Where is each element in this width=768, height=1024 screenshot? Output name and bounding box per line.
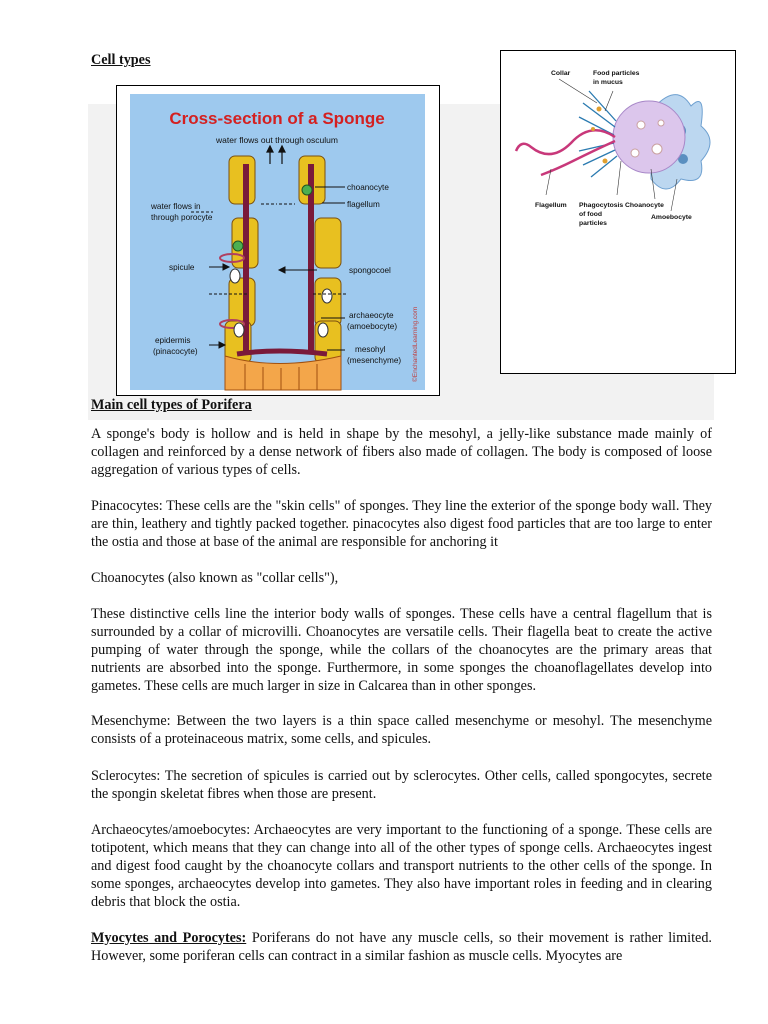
label-collar: Collar bbox=[551, 70, 571, 77]
label-phagocytosis: Phagocytosis bbox=[579, 202, 624, 209]
sponge-cross-section-figure bbox=[116, 85, 440, 396]
heading-main-cell-types: Main cell types of Porifera bbox=[91, 397, 252, 413]
myocytes-porocytes-label: Myocytes and Porocytes: bbox=[91, 930, 247, 946]
diagram-title: Cross-section of a Sponge bbox=[169, 109, 385, 128]
label-archaeocyte: archaeocyte bbox=[349, 311, 394, 320]
label-flagellum-2: Flagellum bbox=[535, 202, 567, 209]
label-spicule: spicule bbox=[169, 263, 195, 272]
paragraph-myocytes bbox=[91, 929, 712, 965]
paragraph-body-structure: A sponge's body is hollow and is held in shape by the mesohyl, a jelly-like substance made mainly of collagen and reinforced by a dense network of fibers also made of collagen. The body is composed of loose aggregation of various types of cells. bbox=[91, 426, 712, 478]
label-in-mucus: in mucus bbox=[593, 79, 623, 86]
label-pinacocyte: (pinacocyte) bbox=[153, 347, 198, 356]
choanocyte-figure bbox=[500, 50, 736, 374]
myocytes-text: Poriferans do not have any muscle cells, so their movement is rather limited. However, some poriferan cells can contract in a similar fashion as muscle cells. Myocytes are bbox=[91, 930, 712, 964]
choanocyte-diagram bbox=[501, 51, 735, 373]
label-amoebocyte: (amoebocyte) bbox=[347, 322, 398, 331]
label-spongocoel: spongocoel bbox=[349, 266, 391, 275]
choanocyte-nucleus bbox=[233, 241, 243, 251]
paragraph-mesenchyme: Mesenchyme: Between the two layers is a thin space called mesenchyme or mesohyl. The mesenchyme consists of a proteinaceous matrix, some cells, and spicules. bbox=[91, 713, 712, 747]
diagram-watermark: ©EnchantedLearning.com bbox=[412, 306, 419, 382]
paragraph-choanocytes-heading: Choanocytes (also known as "collar cells"), bbox=[91, 570, 339, 586]
label-of-food: of food bbox=[579, 211, 603, 218]
paragraph-archaeocytes: Archaeocytes/amoebocytes: Archaeocytes are very important to the functioning of a sponge. These cells are totipotent, which means that they can change into all of the other types of sponge cells. Archaeocytes ingest and digest food caught by the choanocyte collars and transport nutrients to the other cells of the sponge. In some sponges, archaeocytes develop into gametes. They also have important roles in feeding and in clearing debris that block the ostia. bbox=[91, 822, 712, 910]
paragraph-choanocytes: These distinctive cells line the interior body walls of sponges. These cells have a central flagellum that is surrounded by a collar of microvilli. Choanocytes are versatile cells. Their flagella beat to create the active pumping of water through the sponge, while the collars of the choanocytes are the primary areas that nutrients are absorbed into the sponge. Furthermore, in some sponges the choanoflagellates develop into gametes. These cells are much larger in size in Calcarea than in other sponges. bbox=[91, 606, 712, 694]
paragraph-sclerocytes: Sclerocytes: The secretion of spicules is carried out by sclerocytes. Other cells, called spongocytes, secrete the spongin skeletat fibres when those are present. bbox=[91, 768, 712, 802]
label-mesenchyme: (mesenchyme) bbox=[347, 356, 402, 365]
label-through-porocyte: through porocyte bbox=[151, 213, 213, 222]
label-choanocyte: choanocyte bbox=[347, 183, 389, 192]
paragraph-pinacocytes: Pinacocytes: These cells are the "skin cells" of sponges. They line the exterior of the sponge body wall. They are thin, leathery and tightly packed together. pinacocytes also digest food particles that are too large to enter the ostia and those at base of the animal are responsible for anchoring it bbox=[91, 498, 712, 550]
diagram-subtitle: water flows out through osculum bbox=[216, 135, 338, 145]
label-amoebocyte-2: Amoebocyte bbox=[651, 214, 692, 221]
label-particles: particles bbox=[579, 220, 607, 227]
flagellum-shape bbox=[516, 130, 615, 154]
label-food-particles: Food particles bbox=[593, 70, 640, 77]
label-flagellum: flagellum bbox=[347, 200, 380, 209]
sponge-cross-section-diagram bbox=[117, 86, 439, 395]
choanocyte-cell bbox=[613, 101, 685, 173]
heading-cell-types: Cell types bbox=[91, 52, 151, 68]
label-mesohyl: mesohyl bbox=[355, 345, 386, 354]
label-choanocyte-2: Choanocyte bbox=[625, 202, 664, 209]
label-epidermis: epidermis bbox=[155, 336, 191, 345]
label-water-flows-in: water flows in bbox=[151, 202, 201, 211]
